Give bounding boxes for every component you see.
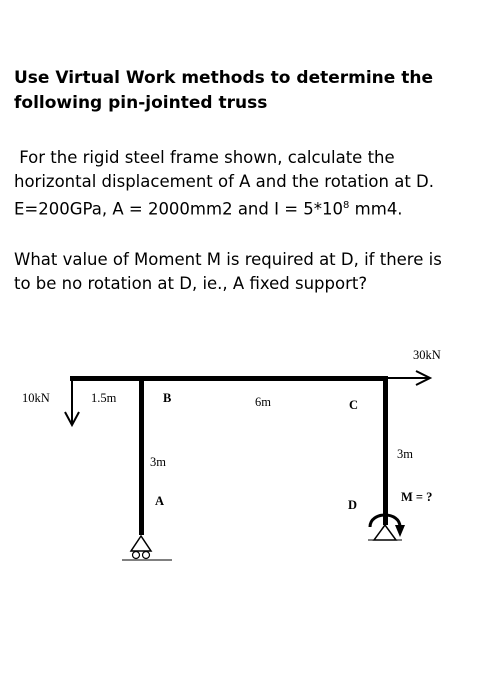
roller-support-icon — [122, 536, 172, 560]
joint-label-c: C — [349, 398, 359, 412]
problem-statement — [14, 146, 486, 222]
title-line-2: following pin-jointed truss — [14, 93, 268, 113]
question-line-1: What value of Moment M is required at D, if there is — [14, 250, 442, 269]
statement-line-3: E=200GPa, A = 2000mm2 and $I = 5*10^8$ mm4. — [14, 199, 403, 219]
problem-title — [14, 66, 484, 116]
load-label-10kn: 10kN — [22, 391, 50, 405]
right-height-dimension: 3m — [397, 447, 413, 461]
left-column — [139, 378, 144, 535]
title-line-1: Use Virtual Work methods to determine the — [14, 68, 433, 88]
exponent: 8 — [343, 200, 350, 211]
statement-line-1: For the rigid steel frame shown, calculate the — [19, 148, 395, 167]
overhang-dimension: 1.5m — [91, 391, 117, 405]
statement-line-2: horizontal displacement of A and the rotation at D. — [14, 172, 435, 191]
question — [14, 248, 486, 296]
span-dimension: 6m — [255, 395, 271, 409]
load-label-30kn: 30kN — [413, 348, 441, 362]
left-height-dimension: 3m — [150, 455, 166, 469]
frame-diagram — [0, 335, 495, 575]
beam — [70, 376, 388, 381]
right-column — [383, 378, 388, 525]
joint-label-a: A — [155, 494, 165, 508]
moment-label: M = ? — [401, 490, 433, 504]
question-line-2: to be no rotation at D, ie., A fixed support? — [14, 274, 368, 293]
joint-label-b: B — [163, 391, 172, 405]
joint-label-d: D — [348, 498, 358, 512]
